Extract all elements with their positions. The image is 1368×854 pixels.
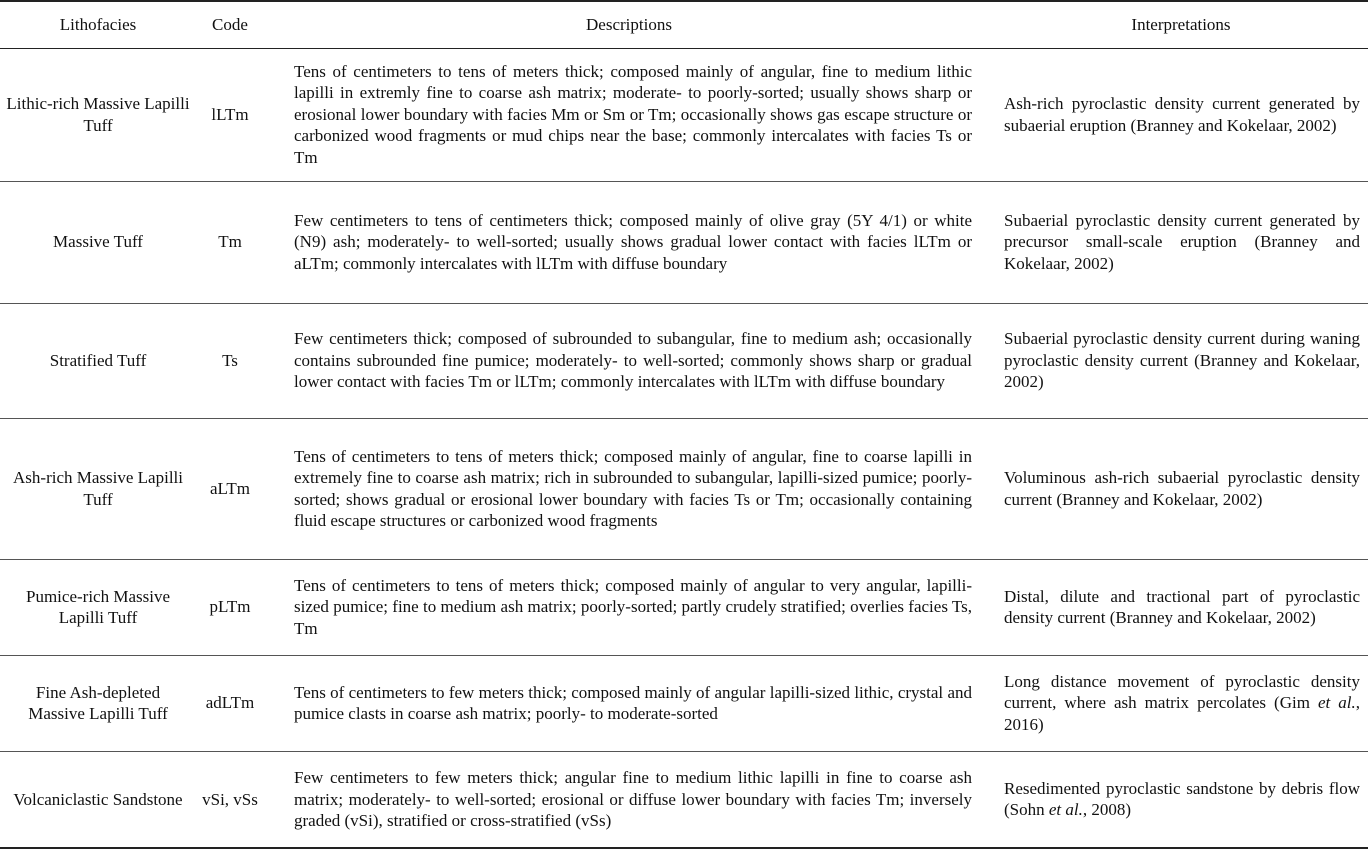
interpretation-cell	[994, 181, 1368, 303]
interpretation-cell	[994, 655, 1368, 751]
interpretation-text: Subaerial pyroclastic density current during waning pyroclastic density current (Branney and Kokelaar, 2002)	[1004, 329, 1360, 392]
description-cell: Few centimeters thick; composed of subrounded to subangular, fine to medium ash; occasionally contains subrounded fine pumice; moderately- to well-sorted; commonly shows sharp or gradual lower contact with facies Tm or lLTm; commonly intercalates with lLTm with diffuse boundary	[264, 303, 994, 418]
lithofacies-cell: Volcaniclastic Sandstone	[0, 751, 196, 848]
interpretation-text: Voluminous ash-rich subaerial pyroclastic density current (Branney and Kokelaar, 2002)	[1004, 468, 1360, 509]
interpretation-text: Long distance movement of pyroclastic density current, where ash matrix percolates (Gim	[1004, 671, 1360, 713]
interpretation-cell	[994, 48, 1368, 181]
description-cell: Tens of centimeters to few meters thick; composed mainly of angular lapilli-sized lithic, crystal and pumice clasts in coarse ash matrix; poorly- to moderate-sorted	[264, 655, 994, 751]
interpretation-text-end: , 2016)	[1004, 693, 1360, 734]
code-cell: Tm	[196, 181, 264, 303]
description-cell: Tens of centimeters to tens of meters thick; composed mainly of angular, fine to medium lithic lapilli in extremly fine to coarse ash matrix; moderate- to poorly-sorted; usually shows sharp or erosional lower boundary with facies Mm or Sm or Tm; occasionally shows gas escape structure or carbonized wood fragments or mud chips near the base; commonly intercalates with facies Ts or Tm	[264, 48, 994, 181]
interpretation-text: Ash-rich pyroclastic density current generated by subaerial eruption (Branney and Kokelaar, 2002)	[1004, 94, 1360, 135]
interpretation-italic: et al.	[1317, 693, 1356, 713]
table-header-row	[0, 1, 1368, 48]
interpretation-italic: et al.	[1048, 800, 1083, 820]
header-interpretations: Interpretations	[994, 1, 1368, 48]
lithofacies-cell: Stratified Tuff	[0, 303, 196, 418]
table-row	[0, 303, 1368, 418]
lithofacies-cell: Fine Ash-depleted Massive Lapilli Tuff	[0, 655, 196, 751]
interpretation-text: Subaerial pyroclastic density current generated by precursor small-scale eruption (Branney and Kokelaar, 2002)	[1004, 210, 1360, 273]
interpretation-text: Resedimented pyroclastic sandstone by debris flow (Sohn	[1004, 778, 1360, 820]
table-row	[0, 181, 1368, 303]
table-row	[0, 559, 1368, 655]
lithofacies-cell: Pumice-rich Massive Lapilli Tuff	[0, 559, 196, 655]
code-cell: aLTm	[196, 418, 264, 559]
table-row	[0, 48, 1368, 181]
header-code: Code	[196, 1, 264, 48]
code-cell: pLTm	[196, 559, 264, 655]
interpretation-text: Distal, dilute and tractional part of pyroclastic density current (Branney and Kokelaar, 2002)	[1004, 586, 1360, 627]
description-cell: Tens of centimeters to tens of meters thick; composed mainly of angular to very angular, lapilli-sized pumice; fine to medium ash matrix; poorly-sorted; partly crudely stratified; overlies facies Ts, Tm	[264, 559, 994, 655]
interpretation-cell	[994, 303, 1368, 418]
lithofacies-cell: Massive Tuff	[0, 181, 196, 303]
table-row	[0, 418, 1368, 559]
interpretation-cell	[994, 559, 1368, 655]
interpretation-text-end: , 2008)	[1082, 800, 1132, 820]
lithofacies-cell: Ash-rich Massive Lapilli Tuff	[0, 418, 196, 559]
code-cell: Ts	[196, 303, 264, 418]
table-row	[0, 655, 1368, 751]
code-cell: adLTm	[196, 655, 264, 751]
interpretation-cell	[994, 418, 1368, 559]
lithofacies-cell: Lithic-rich Massive Lapilli Tuff	[0, 48, 196, 181]
interpretation-cell	[994, 751, 1368, 848]
code-cell: vSi, vSs	[196, 751, 264, 848]
code-cell: lLTm	[196, 48, 264, 181]
table-row	[0, 751, 1368, 848]
description-cell: Few centimeters to few meters thick; angular fine to medium lithic lapilli in fine to coarse ash matrix; moderately- to well-sorted; erosional or diffuse lower boundary with facies Tm; inversely graded (vSi), stratified or cross-stratified (vSs)	[264, 751, 994, 848]
description-cell: Tens of centimeters to tens of meters thick; composed mainly of angular, fine to coarse lapilli in extremely fine to coarse ash matrix; rich in subrounded to subangular, lapilli-sized pumice; poorly-sorted; shows gradual or erosional lower boundary with facies Ts or Tm; occasionally containing fluid escape structures or carbonized wood fragments	[264, 418, 994, 559]
header-lithofacies: Lithofacies	[0, 1, 196, 48]
header-descriptions: Descriptions	[264, 1, 994, 48]
description-cell: Few centimeters to tens of centimeters thick; composed mainly of olive gray (5Y 4/1) or white (N9) ash; moderately- to well-sorted; usually shows gradual lower contact with facies lLTm or aLTm; commonly intercalates with lLTm with diffuse boundary	[264, 181, 994, 303]
